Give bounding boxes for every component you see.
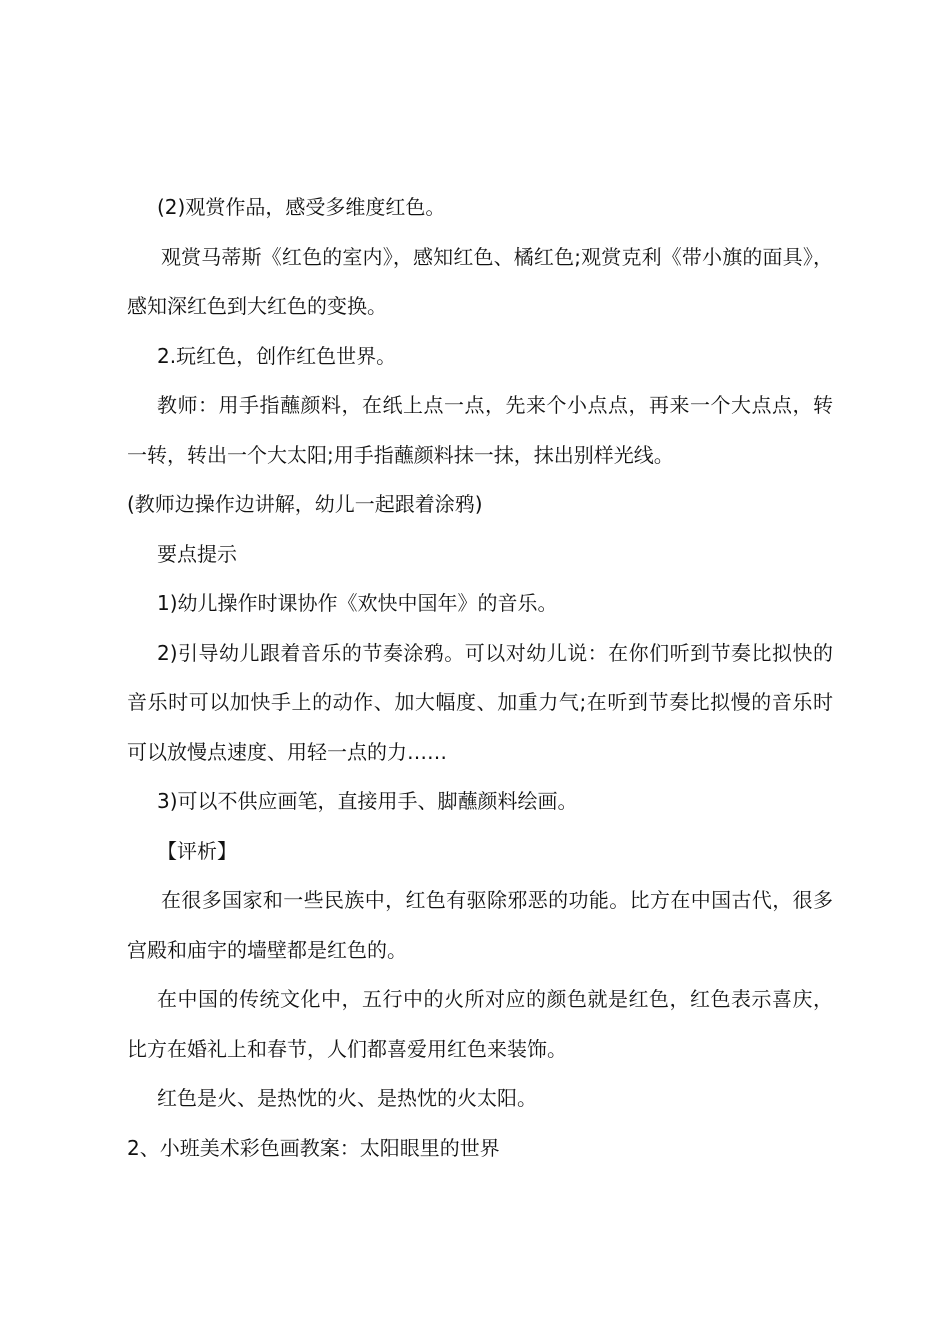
paragraph-analysis-2: 在中国的传统文化中，五行中的火所对应的颜色就是红色，红色表示喜庆，比方在婚礼上和春节，人们都喜爱用红色来装饰。: [127, 987, 833, 1061]
paragraph-view-artworks: (2)观赏作品，感受多维度红色。: [157, 195, 446, 219]
paragraph-analysis-3: 红色是火、是热忱的火、是热忱的火太阳。: [157, 1086, 537, 1110]
paragraph-matisse-klee: 观赏马蒂斯《红色的室内》，感知红色、橘红色;观赏克利《带小旗的面具》，感知深红色到大红色的变换。: [127, 244, 833, 318]
paragraph-analysis-heading: 【评析】: [157, 838, 237, 863]
section-heading-2: 2、小班美术彩色画教案：太阳眼里的世界: [127, 1135, 500, 1160]
paragraph-point-1: 1)幼儿操作时课协作《欢快中国年》的音乐。: [157, 591, 558, 615]
document-body: [127, 183, 833, 1173]
paragraph-play-red: 2.玩红色，创作红色世界。: [157, 343, 397, 368]
paragraph-key-points-heading: 要点提示: [157, 541, 237, 566]
paragraph-point-2: 2)引导幼儿跟着音乐的节奏涂鸦。可以对幼儿说：在你们听到节奏比拟快的音乐时可以加快手上的动作、加大幅度、加重力气;在听到节奏比拟慢的音乐时可以放慢点速度、用轻一点的力……: [127, 640, 833, 764]
paragraph-point-3: 3)可以不供应画笔，直接用手、脚蘸颜料绘画。: [157, 789, 578, 813]
paragraph-analysis-1: 在很多国家和一些民族中，红色有驱除邪恶的功能。比方在中国古代，很多宫殿和庙宇的墙壁都是红色的。: [127, 888, 833, 962]
paragraph-teacher-note: (教师边操作边讲解，幼儿一起跟着涂鸦): [127, 492, 483, 516]
paragraph-teacher-instruction: 教师：用手指蘸颜料，在纸上点一点，先来个小点点，再来一个大点点，转一转，转出一个大太阳;用手指蘸颜料抹一抹，抹出别样光线。: [127, 393, 833, 467]
